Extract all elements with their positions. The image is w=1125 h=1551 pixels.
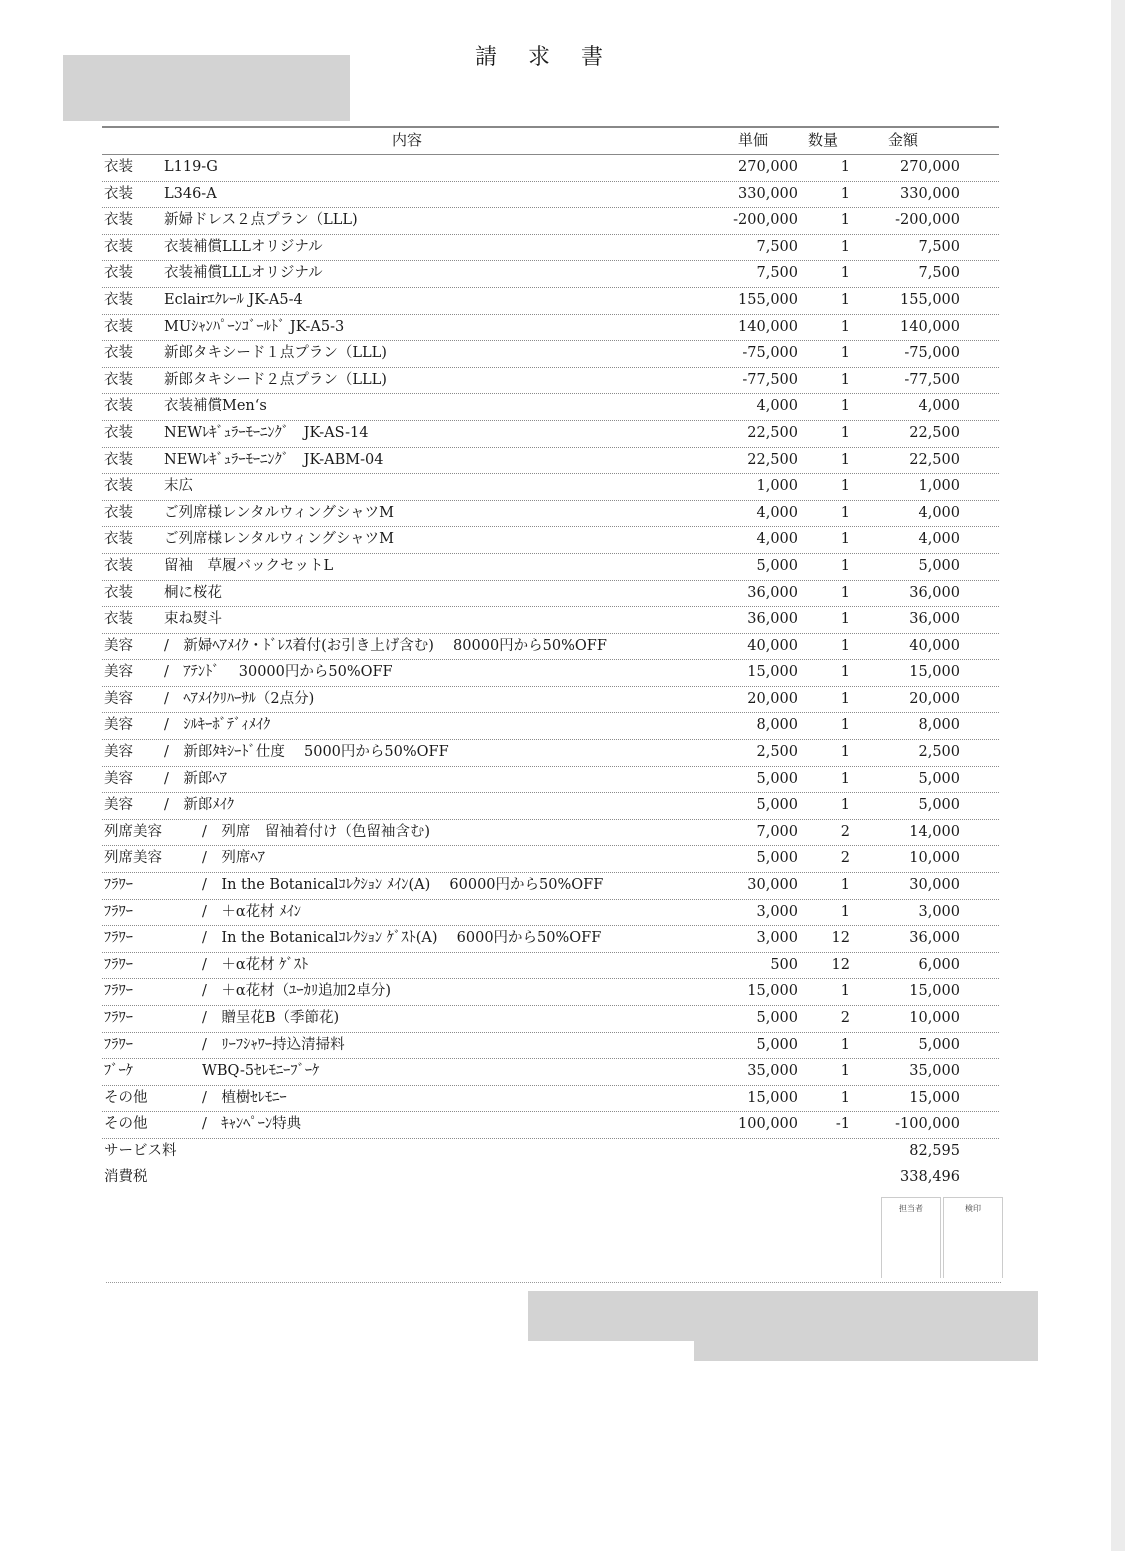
- item-unit-price: 270,000: [738, 159, 798, 175]
- table-row: [102, 1059, 999, 1086]
- table-row: [102, 1033, 999, 1060]
- item-unit-price: 36,000: [747, 584, 798, 601]
- item-quantity: 1: [840, 637, 850, 654]
- header-quantity: 数量: [808, 131, 839, 149]
- table-row: [102, 315, 999, 342]
- summary-row: [102, 1165, 999, 1191]
- item-quantity: 1: [840, 531, 850, 548]
- item-description: / 新郎ﾀｷｼｰﾄﾞ仕度 5000円から50%OFF: [164, 744, 449, 761]
- item-description: 末広: [164, 478, 193, 495]
- item-quantity: 1: [840, 478, 850, 495]
- table-row: [102, 1006, 999, 1033]
- table-row: [102, 660, 999, 687]
- item-description: / 列席 留袖着付け（色留袖含む): [202, 823, 431, 840]
- summary-amount: 82,595: [909, 1142, 960, 1159]
- item-category: ﾌﾞｰｹ: [104, 1063, 133, 1080]
- item-amount: 4,000: [918, 531, 960, 548]
- item-category: 美容: [104, 664, 133, 681]
- item-amount: 5,000: [918, 797, 960, 814]
- table-row: [102, 261, 999, 288]
- summary-amount: 338,496: [900, 1168, 960, 1185]
- table-row: [102, 953, 999, 980]
- item-amount: 4,000: [918, 504, 960, 521]
- item-amount: 40,000: [909, 637, 960, 654]
- item-category: 列席美容: [104, 823, 162, 840]
- item-category: 衣装: [104, 371, 133, 388]
- item-amount: 1,000: [918, 478, 960, 495]
- item-category: 衣装: [104, 611, 133, 628]
- table-row: [102, 208, 999, 235]
- item-amount: 7,500: [918, 238, 960, 255]
- item-description: 新婦ドレス２点プラン（LLL): [164, 212, 358, 229]
- item-unit-price: 22,500: [747, 451, 798, 468]
- item-description: 留袖 草履バックセットL: [164, 557, 334, 574]
- item-unit-price: 1,000: [756, 478, 798, 495]
- table-row: [102, 846, 999, 873]
- item-quantity: 1: [840, 797, 850, 814]
- item-amount: 5,000: [918, 557, 960, 574]
- table-header: [102, 126, 999, 155]
- item-quantity: 1: [840, 611, 850, 628]
- item-category: ﾌﾗﾜｰ: [104, 903, 133, 920]
- item-description: / ﾍｱﾒｲｸﾘﾊｰｻﾙ（2点分): [164, 690, 315, 707]
- item-category: 美容: [104, 717, 133, 734]
- item-category: 美容: [104, 770, 133, 787]
- item-quantity: -1: [835, 1116, 850, 1133]
- table-body: [102, 155, 999, 1190]
- item-amount: 270,000: [900, 159, 960, 175]
- redacted-issuer-detail: [694, 1291, 1038, 1361]
- item-quantity: 1: [840, 1089, 850, 1106]
- item-amount: 140,000: [900, 318, 960, 335]
- item-unit-price: 3,000: [756, 903, 798, 920]
- item-quantity: 1: [840, 424, 850, 441]
- table-row: [102, 713, 999, 740]
- item-unit-price: 5,000: [756, 850, 798, 867]
- item-description: / 列席ﾍｱ: [202, 850, 265, 867]
- item-description: 束ね熨斗: [164, 611, 222, 628]
- stamp-label: 検印: [965, 1204, 981, 1213]
- item-description: 桐に桜花: [164, 584, 222, 601]
- item-description: / 新郎ﾒｲｸ: [164, 797, 235, 814]
- item-quantity: 2: [840, 1010, 850, 1026]
- item-description: / ＋α花材 ﾒｲﾝ: [202, 903, 302, 920]
- item-quantity: 1: [840, 983, 850, 1000]
- table-row: [102, 687, 999, 714]
- item-amount: 15,000: [909, 664, 960, 681]
- item-quantity: 1: [840, 877, 850, 894]
- item-unit-price: 5,000: [756, 797, 798, 814]
- item-category: ﾌﾗﾜｰ: [104, 983, 133, 1000]
- table-row: [102, 474, 999, 501]
- item-category: ﾌﾗﾜｰ: [104, 877, 133, 894]
- item-category: 衣装: [104, 318, 133, 335]
- item-amount: 22,500: [909, 451, 960, 468]
- item-unit-price: 5,000: [756, 770, 798, 787]
- item-description: 衣装補償Men‘s: [164, 398, 267, 415]
- item-description: / ｱﾃﾝﾄﾞ 30000円から50%OFF: [164, 664, 393, 681]
- item-unit-price: 15,000: [747, 664, 798, 681]
- summary-label: 消費税: [104, 1168, 148, 1185]
- table-row: [102, 793, 999, 820]
- item-amount: 5,000: [918, 1036, 960, 1053]
- stamp-box-person-in-charge: [881, 1197, 941, 1278]
- item-quantity: 1: [840, 770, 850, 787]
- item-amount: -100,000: [895, 1116, 960, 1133]
- item-amount: -200,000: [895, 212, 960, 229]
- table-row: [102, 926, 999, 953]
- item-category: ﾌﾗﾜｰ: [104, 930, 133, 947]
- table-row: [102, 740, 999, 767]
- item-amount: -77,500: [904, 371, 960, 388]
- item-description: / ﾘｰﾌｼｬﾜｰ持込清掃料: [202, 1036, 345, 1053]
- item-quantity: 1: [840, 212, 850, 229]
- item-unit-price: 40,000: [747, 637, 798, 654]
- item-category: 衣装: [104, 451, 133, 468]
- item-category: 美容: [104, 744, 133, 761]
- item-description: / ＋α花材 ｹﾞｽﾄ: [202, 956, 309, 973]
- item-unit-price: 330,000: [738, 185, 798, 202]
- item-quantity: 1: [840, 318, 850, 335]
- item-quantity: 2: [840, 823, 850, 840]
- item-quantity: 1: [840, 504, 850, 521]
- summary-row: [102, 1139, 999, 1165]
- table-row: [102, 900, 999, 927]
- item-unit-price: 20,000: [747, 690, 798, 707]
- item-quantity: 12: [831, 930, 850, 947]
- item-category: 衣装: [104, 212, 133, 229]
- page-edge: [1111, 0, 1125, 1551]
- item-unit-price: 7,500: [756, 265, 798, 282]
- item-category: 衣装: [104, 159, 133, 175]
- item-amount: 155,000: [900, 291, 960, 308]
- item-quantity: 1: [840, 1036, 850, 1053]
- item-unit-price: 155,000: [738, 291, 798, 308]
- item-category: ﾌﾗﾜｰ: [104, 956, 133, 973]
- item-category: 衣装: [104, 345, 133, 362]
- table-row: [102, 581, 999, 608]
- item-unit-price: 500: [770, 956, 798, 973]
- item-quantity: 1: [840, 238, 850, 255]
- item-quantity: 1: [840, 159, 850, 175]
- stamp-box-verification: [943, 1197, 1003, 1278]
- item-unit-price: 140,000: [738, 318, 798, 335]
- item-description: MUｼｬﾝﾊﾟｰﾝｺﾞｰﾙﾄﾞ JK-A5-3: [164, 318, 345, 335]
- table-row: [102, 607, 999, 634]
- item-amount: 15,000: [909, 983, 960, 1000]
- table-row: [102, 288, 999, 315]
- table-row: [102, 979, 999, 1006]
- header-description: 内容: [391, 131, 422, 149]
- item-amount: 30,000: [909, 877, 960, 894]
- item-quantity: 1: [840, 451, 850, 468]
- item-amount: 35,000: [909, 1063, 960, 1080]
- item-category: その他: [104, 1089, 148, 1106]
- item-unit-price: 7,000: [756, 823, 798, 840]
- item-description: / ｷｬﾝﾍﾟｰﾝ特典: [202, 1116, 302, 1133]
- item-category: 衣装: [104, 424, 133, 441]
- item-quantity: 1: [840, 265, 850, 282]
- table-row: [102, 527, 999, 554]
- item-unit-price: 35,000: [747, 1063, 798, 1080]
- item-unit-price: -75,000: [742, 345, 798, 362]
- item-unit-price: 8,000: [756, 717, 798, 734]
- item-amount: 36,000: [909, 584, 960, 601]
- item-unit-price: 5,000: [756, 1036, 798, 1053]
- item-category: その他: [104, 1116, 148, 1133]
- item-amount: 22,500: [909, 424, 960, 441]
- table-row: [102, 820, 999, 847]
- item-description: ご列席様レンタルウィングシャツM: [164, 504, 394, 521]
- item-description: / 新婦ﾍｱﾒｲｸ・ﾄﾞﾚｽ着付(お引き上げ含む) 80000円から50%OFF: [164, 637, 607, 654]
- table-row: [102, 235, 999, 262]
- footer-divider: [106, 1282, 1001, 1283]
- item-unit-price: 4,000: [756, 531, 798, 548]
- table-row: [102, 448, 999, 475]
- item-description: / 贈呈花B（季節花): [202, 1010, 340, 1026]
- item-amount: 2,500: [918, 744, 960, 761]
- item-category: 衣装: [104, 531, 133, 548]
- document-title: 請 求 書: [475, 45, 615, 70]
- item-description: NEWﾚｷﾞｭﾗｰﾓｰﾆﾝｸﾞ JK-AS-14: [164, 424, 369, 441]
- table-row: [102, 421, 999, 448]
- table-row: [102, 1112, 999, 1139]
- item-quantity: 1: [840, 903, 850, 920]
- item-unit-price: 15,000: [747, 983, 798, 1000]
- item-unit-price: 3,000: [756, 930, 798, 947]
- item-category: ﾌﾗﾜｰ: [104, 1010, 133, 1026]
- item-amount: 3,000: [918, 903, 960, 920]
- table-row: [102, 873, 999, 900]
- redacted-recipient: [63, 55, 350, 121]
- item-quantity: 1: [840, 557, 850, 574]
- item-category: 衣装: [104, 504, 133, 521]
- item-quantity: 2: [840, 850, 850, 867]
- item-category: 衣装: [104, 584, 133, 601]
- header-unit-price: 単価: [738, 131, 769, 149]
- item-category: 列席美容: [104, 850, 162, 867]
- item-category: 衣装: [104, 185, 133, 202]
- item-category: 美容: [104, 690, 133, 707]
- item-description: 新郎タキシード２点プラン（LLL): [164, 371, 387, 388]
- item-description: / 新郎ﾍｱ: [164, 770, 227, 787]
- item-description: Eclairｴｸﾚｰﾙ JK-A5-4: [164, 291, 303, 308]
- table-row: [102, 1086, 999, 1113]
- item-quantity: 1: [840, 185, 850, 202]
- item-description: / In the Botanicalｺﾚｸｼｮﾝ ｹﾞｽﾄ(A) 6000円から50%OFF: [202, 930, 602, 947]
- table-row: [102, 155, 999, 182]
- item-category: 衣装: [104, 265, 133, 282]
- item-quantity: 1: [840, 717, 850, 734]
- item-description: NEWﾚｷﾞｭﾗｰﾓｰﾆﾝｸﾞ JK-ABM-04: [164, 451, 384, 468]
- item-description: WBQ-5ｾﾚﾓﾆｰﾌﾞｰｹ: [202, 1063, 320, 1080]
- item-quantity: 1: [840, 345, 850, 362]
- item-amount: 330,000: [900, 185, 960, 202]
- item-unit-price: -200,000: [733, 212, 798, 229]
- item-description: / ＋α花材（ﾕｰｶﾘ追加2卓分): [202, 983, 392, 1000]
- item-category: 衣装: [104, 291, 133, 308]
- item-unit-price: 22,500: [747, 424, 798, 441]
- item-description: L346-A: [164, 185, 217, 202]
- item-quantity: 1: [840, 584, 850, 601]
- item-category: 衣装: [104, 557, 133, 574]
- item-description: L119-G: [164, 159, 218, 175]
- item-quantity: 1: [840, 744, 850, 761]
- table-row: [102, 182, 999, 209]
- item-description: / In the Botanicalｺﾚｸｼｮﾝ ﾒｲﾝ(A) 60000円から50%OFF: [202, 877, 604, 894]
- item-quantity: 1: [840, 398, 850, 415]
- item-amount: 20,000: [909, 690, 960, 707]
- summary-label: サービス料: [104, 1142, 177, 1159]
- item-amount: 6,000: [918, 956, 960, 973]
- item-unit-price: 2,500: [756, 744, 798, 761]
- item-amount: 4,000: [918, 398, 960, 415]
- table-row: [102, 394, 999, 421]
- item-amount: 10,000: [909, 1010, 960, 1026]
- item-description: 新郎タキシード１点プラン（LLL): [164, 345, 387, 362]
- item-quantity: 1: [840, 664, 850, 681]
- table-row: [102, 554, 999, 581]
- table-row: [102, 634, 999, 661]
- item-amount: 36,000: [909, 611, 960, 628]
- item-category: 美容: [104, 637, 133, 654]
- item-unit-price: 5,000: [756, 557, 798, 574]
- item-unit-price: 4,000: [756, 398, 798, 415]
- item-description: / ｼﾙｷｰﾎﾞﾃﾞｨﾒｲｸ: [164, 717, 271, 734]
- item-unit-price: -77,500: [742, 371, 798, 388]
- item-description: 衣装補償LLLオリジナル: [164, 238, 323, 255]
- item-quantity: 1: [840, 1063, 850, 1080]
- item-unit-price: 36,000: [747, 611, 798, 628]
- stamp-label: 担当者: [899, 1204, 923, 1213]
- item-description: 衣装補償LLLオリジナル: [164, 265, 323, 282]
- item-category: 衣装: [104, 398, 133, 415]
- item-amount: -75,000: [904, 345, 960, 362]
- item-amount: 15,000: [909, 1089, 960, 1106]
- item-quantity: 1: [840, 371, 850, 388]
- item-description: ご列席様レンタルウィングシャツM: [164, 531, 394, 548]
- table-row: [102, 341, 999, 368]
- item-amount: 36,000: [909, 930, 960, 947]
- item-description: / 植樹ｾﾚﾓﾆｰ: [202, 1089, 287, 1106]
- item-unit-price: 7,500: [756, 238, 798, 255]
- item-unit-price: 4,000: [756, 504, 798, 521]
- invoice-table: [102, 126, 999, 1190]
- item-unit-price: 100,000: [738, 1116, 798, 1133]
- item-amount: 7,500: [918, 265, 960, 282]
- item-category: ﾌﾗﾜｰ: [104, 1036, 133, 1053]
- item-quantity: 1: [840, 291, 850, 308]
- item-category: 美容: [104, 797, 133, 814]
- item-quantity: 1: [840, 690, 850, 707]
- item-quantity: 12: [831, 956, 850, 973]
- table-row: [102, 767, 999, 794]
- item-unit-price: 30,000: [747, 877, 798, 894]
- item-amount: 8,000: [918, 717, 960, 734]
- item-amount: 5,000: [918, 770, 960, 787]
- item-category: 衣装: [104, 238, 133, 255]
- item-category: 衣装: [104, 478, 133, 495]
- header-amount: 金額: [888, 131, 919, 149]
- item-unit-price: 5,000: [756, 1010, 798, 1026]
- item-amount: 10,000: [909, 850, 960, 867]
- table-row: [102, 501, 999, 528]
- item-amount: 14,000: [909, 823, 960, 840]
- item-unit-price: 15,000: [747, 1089, 798, 1106]
- table-row: [102, 368, 999, 395]
